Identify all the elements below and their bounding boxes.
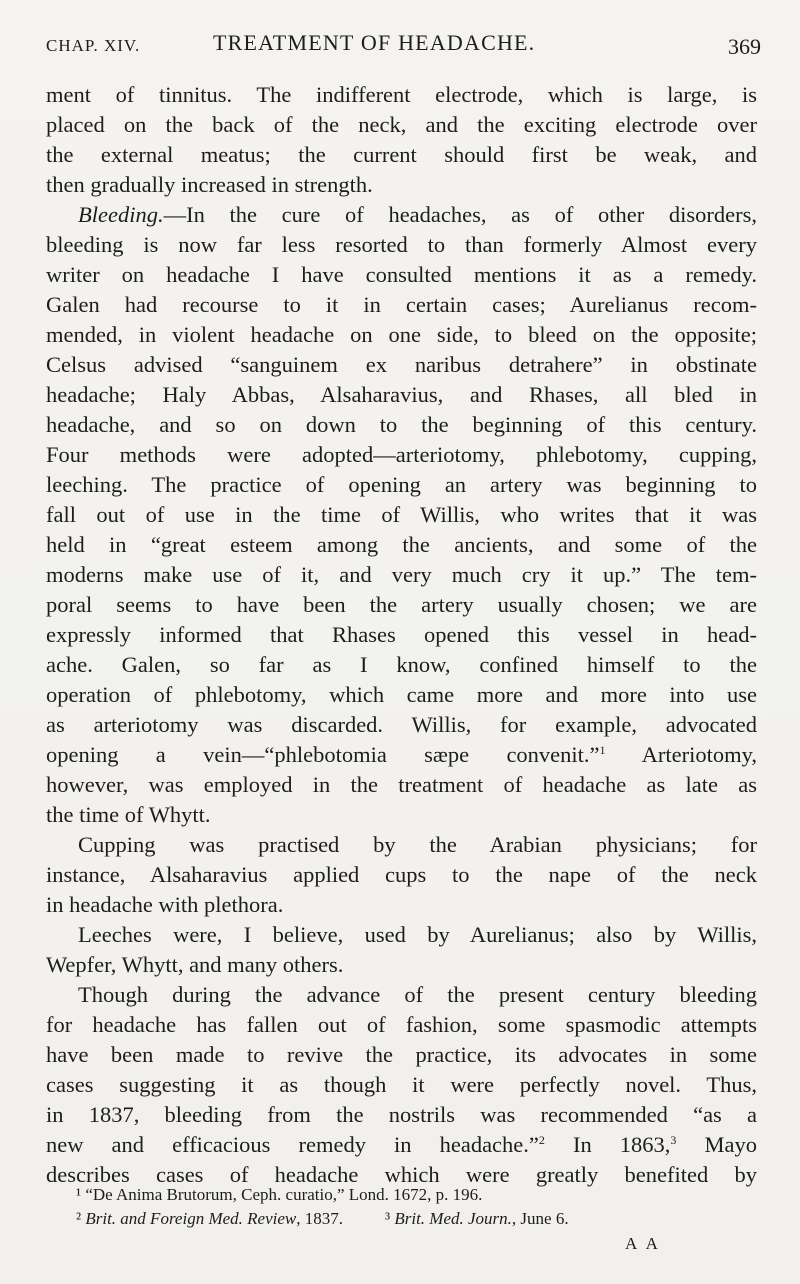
text-fragment: Arteriotomy, <box>605 742 757 767</box>
text-line: Wepfer, Whytt, and many others. <box>46 952 344 977</box>
section-heading-bleeding: Bleeding. <box>78 202 164 227</box>
running-header <box>46 30 761 66</box>
text-line: have been made to revive the practice, its advocates in some <box>46 1042 757 1067</box>
text-line: cases suggesting it as though it were perfectly novel. Thus, <box>46 1072 757 1097</box>
text-line: poral seems to have been the artery usually chosen; we are <box>46 592 757 617</box>
text-line: placed on the back of the neck, and the exciting electrode over <box>46 112 757 137</box>
text-fragment: new and efficacious remedy in headache.” <box>46 1132 539 1157</box>
text-line: fall out of use in the time of Willis, who writes that it was <box>46 502 757 527</box>
text-line: Leeches were, I believe, used by Aurelianus; also by Willis, <box>78 922 757 947</box>
text-line: Four methods were adopted—arteriotomy, phlebotomy, cupping, <box>46 442 757 467</box>
footnote-3-rest: , June 6. <box>511 1209 569 1228</box>
footnote-ref-1: 1 <box>599 743 606 757</box>
text-line: held in “great esteem among the ancients, and some of the <box>46 532 757 557</box>
text-line: writer on headache I have consulted mentions it as a remedy. <box>46 262 757 287</box>
text-line: expressly informed that Rhases opened this vessel in head- <box>46 622 757 647</box>
footnote-ref-2: 2 <box>538 1133 545 1147</box>
text-line: in headache with plethora. <box>46 892 284 917</box>
text-line: headache, and so on down to the beginning of this century. <box>46 412 757 437</box>
text-line: Celsus advised “sanguinem ex naribus detrahere” in obstinate <box>46 352 757 377</box>
text-line <box>46 1130 757 1160</box>
signature-mark: A A <box>625 1234 661 1253</box>
footnote-2-title: Brit. and Foreign Med. Review <box>85 1209 297 1228</box>
footnote-3-title: Brit. Med. Journ. <box>394 1209 512 1228</box>
text-line: the time of Whytt. <box>46 802 211 827</box>
footnotes <box>46 1183 757 1231</box>
text-line: as arteriotomy was discarded. Willis, for example, advocated <box>46 712 757 737</box>
text-line: ment of tinnitus. The indifferent electrode, which is large, is <box>46 82 757 107</box>
text-line: for headache has fallen out of fashion, some spasmodic attempts <box>46 1012 757 1037</box>
body-text <box>46 80 757 1190</box>
text-line: however, was employed in the treatment of headache as late as <box>46 772 757 797</box>
page-number: 369 <box>728 34 761 59</box>
footnote-2-mark: ² <box>76 1209 82 1228</box>
text-line: then gradually increased in strength. <box>46 172 373 197</box>
footnote-3-mark: ³ <box>384 1209 391 1228</box>
text-fragment: Mayo <box>676 1132 757 1157</box>
text-fragment: opening a vein—“phlebotomia sæpe convenit.” <box>46 742 600 767</box>
footnote-1: ¹ “De Anima Brutorum, Ceph. curatio,” Lond. 1672, p. 196. <box>76 1185 483 1204</box>
footnote-ref-3: 3 <box>670 1133 677 1147</box>
footnote-2-3-line <box>46 1207 757 1231</box>
text-line: headache; Haly Abbas, Alsaharavius, and Rhases, all bled in <box>46 382 757 407</box>
chapter-label: CHAP. XIV. <box>46 36 141 55</box>
text-line: instance, Alsaharavius applied cups to the nape of the neck <box>46 862 757 887</box>
page-title: TREATMENT OF HEADACHE. <box>213 30 536 55</box>
text-line: Cupping was practised by the Arabian physicians; for <box>78 832 757 857</box>
text-line: Galen had recourse to it in certain cases; Aurelianus recom- <box>46 292 757 317</box>
text-line: in 1837, bleeding from the nostrils was recommended “as a <box>46 1102 757 1127</box>
text-fragment: —In the cure of headaches, as of other disorders, <box>163 202 757 227</box>
text-fragment: In 1863, <box>544 1132 671 1157</box>
text-line: moderns make use of it, and very much cry it up.” The tem- <box>46 562 757 587</box>
text-line <box>46 200 757 230</box>
text-line: mended, in violent headache on one side, to bleed on the opposite; <box>46 322 757 347</box>
text-line: leeching. The practice of opening an artery was beginning to <box>46 472 757 497</box>
text-line: the external meatus; the current should first be weak, and <box>46 142 757 167</box>
text-line: bleeding is now far less resorted to than formerly Almost every <box>46 232 757 257</box>
text-line: ache. Galen, so far as I know, confined himself to the <box>46 652 757 677</box>
text-line: operation of phlebotomy, which came more and more into use <box>46 682 757 707</box>
text-line <box>46 740 757 770</box>
text-line: Though during the advance of the present century bleeding <box>78 982 757 1007</box>
text-line: describes cases of headache which were greatly benefited by <box>46 1162 757 1187</box>
footnote-2-rest: , 1837. <box>296 1209 343 1228</box>
